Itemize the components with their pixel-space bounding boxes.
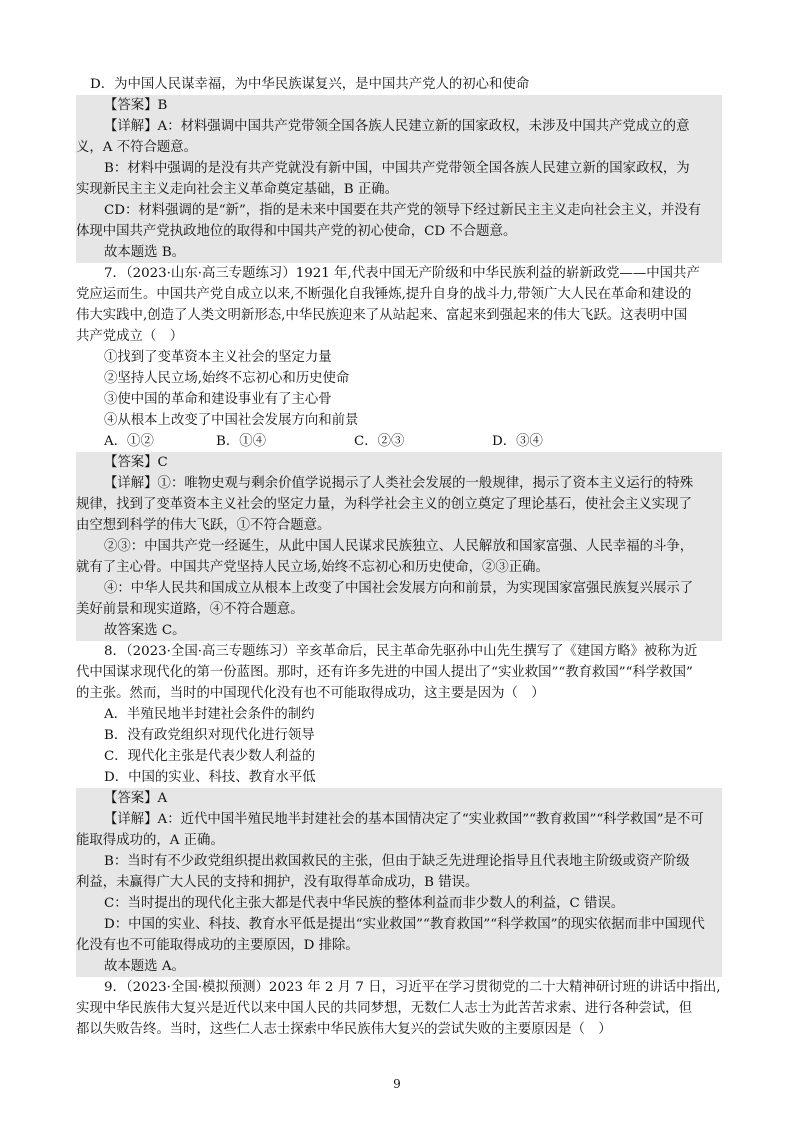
q7-option-c: C．②③ bbox=[354, 434, 405, 449]
page-number: 9 bbox=[393, 1077, 401, 1091]
q8-option-b: B．没有政党组织对现代化进行领导 bbox=[104, 728, 315, 743]
q7-stem-line: 共产党成立（ ） bbox=[76, 329, 184, 344]
q8-conclusion: 故本题选 A。 bbox=[76, 956, 722, 977]
q7-option-a: A．①② bbox=[104, 434, 154, 449]
q8-option-a: A．半殖民地半封建社会条件的制约 bbox=[104, 707, 315, 722]
q7-stem-line: 伟大实践中,创造了人类文明新形态,中华民族迎来了从站起来、富起来到强起来的伟大飞跃。这表明中国 bbox=[76, 308, 688, 323]
q8-answer: 【答案】A bbox=[76, 788, 722, 809]
q7-explanation-line: 规律，找到了变革资本主义社会的坚定力量，为科学社会主义的创立奠定了理论基石，使社会主义实现了 bbox=[76, 494, 722, 515]
q7-explanation-line: 由空想到科学的伟大飞跃，①不符合题意。 bbox=[76, 515, 722, 536]
q7-explanation-line: ②③：中国共产党一经诞生，从此中国人民谋求民族独立、人民解放和国家富强、人民幸福的斗争， bbox=[76, 536, 722, 557]
q7-answer: 【答案】C bbox=[76, 452, 722, 473]
q8-stem-line: 代中国谋求现代化的第一份蓝图。那时，还有许多先进的中国人提出了“实业救国”“教育救国”“科学救国” bbox=[76, 665, 693, 680]
q7-conclusion: 故答案选 C。 bbox=[76, 620, 722, 641]
q8-option-c: C．现代化主张是代表少数人利益的 bbox=[104, 749, 316, 764]
q6-explanation-line: 体现中国共产党执政地位的取得和中国共产党的初心使命，CD 不合题意。 bbox=[76, 221, 722, 242]
q9-stem-line: 都以失败告终。当时，这些仁人志士探索中华民族伟大复兴的尝试失败的主要原因是（ ） bbox=[76, 1022, 612, 1037]
q8-explanation-line: 化没有也不可能取得成功的主要原因，D 排除。 bbox=[76, 935, 722, 956]
q7-statement: ④从根本上改变了中国社会发展方向和前景 bbox=[104, 413, 359, 428]
q7-option-b: B．①④ bbox=[216, 434, 267, 449]
q7-stem-line: 7．（2023·山东·高三专题练习）1921 年,代表中国无产阶级和中华民族利益的崭新政党——中国共产 bbox=[104, 266, 700, 281]
q7-options-row bbox=[76, 431, 722, 452]
q6-explanation-line: CD：材料强调的是“新”，指的是未来中国要在共产党的领导下经过新民主主义走向社会主义，并没有 bbox=[76, 200, 722, 221]
q7-explanation-line: 【详解】①：唯物史观与剩余价值学说揭示了人类社会发展的一般规律，揭示了资本主义运行的特殊 bbox=[76, 473, 722, 494]
q6-conclusion: 故本题选 B。 bbox=[76, 242, 722, 263]
q8-option-d: D．中国的实业、科技、教育水平低 bbox=[104, 770, 316, 785]
q9-stem-line: 实现中华民族伟大复兴是近代以来中国人民的共同梦想，无数仁人志士为此苦苦求索、进行各种尝试，但 bbox=[76, 1001, 692, 1016]
q6-explanation-line: B：材料中强调的是没有共产党就没有新中国，中国共产党带领全国各族人民建立新的国家政权，为 bbox=[76, 158, 722, 179]
q8-explanation-line: 能取得成功的，A 正确。 bbox=[76, 830, 722, 851]
q7-explanation-line: 就有了主心骨。中国共产党坚持人民立场,始终不忘初心和历史使命，②③正确。 bbox=[76, 557, 722, 578]
q7-statement: ②坚持人民立场,始终不忘初心和历史使命 bbox=[104, 371, 350, 386]
document-body bbox=[76, 74, 722, 1040]
q8-stem-line: 的主张。然而，当时的中国现代化没有也不可能取得成功，这主要是因为（ ） bbox=[76, 686, 545, 701]
q9-stem-line: 9．（2023·全国·模拟预测）2023 年 2 月 7 日，习近平在学习贯彻党的二十大精神研讨班的讲话中指出, bbox=[104, 980, 721, 995]
q6-explanation-line: 义，A 不符合题意。 bbox=[76, 137, 722, 158]
q8-explanation-line: B：当时有不少政党组织提出救国救民的主张，但由于缺乏先进理论指导且代表地主阶级或资产阶级 bbox=[76, 851, 722, 872]
q6-option-d: D．为中国人民谋幸福，为中华民族谋复兴，是中国共产党人的初心和使命 bbox=[90, 77, 530, 92]
q8-stem-line: 8．（2023·全国·高三专题练习）辛亥革命后，民主革命先驱孙中山先生撰写了《建国方略》被称为近 bbox=[104, 644, 698, 659]
q8-explanation-line: D：中国的实业、科技、教育水平低是提出“实业救国”“教育救国”“科学救国”的现实依据而非中国现代 bbox=[76, 914, 722, 935]
q7-statement: ①找到了变革资本主义社会的坚定力量 bbox=[104, 350, 332, 365]
q7-statement: ③使中国的革命和建设事业有了主心骨 bbox=[104, 392, 332, 407]
q8-explanation-line: C：当时提出的现代化主张大都是代表中华民族的整体利益而非少数人的利益，C 错误。 bbox=[76, 893, 722, 914]
q6-answer: 【答案】B bbox=[76, 95, 722, 116]
q6-explanation-line: 实现新民主主义走向社会主义革命奠定基础，B 正确。 bbox=[76, 179, 722, 200]
q8-explanation-line: 利益，未赢得广大人民的支持和拥护，没有取得革命成功，B 错误。 bbox=[76, 872, 722, 893]
q7-option-d: D．③④ bbox=[492, 434, 543, 449]
q7-stem-line: 党应运而生。中国共产党自成立以来,不断强化自我锤炼,提升自身的战斗力,带领广大人民在革命和建设的 bbox=[76, 287, 692, 302]
q7-explanation-line: ④：中华人民共和国成立从根本上改变了中国社会发展方向和前景，为实现国家富强民族复兴展示了 bbox=[76, 578, 722, 599]
q8-explanation-line: 【详解】A：近代中国半殖民地半封建社会的基本国情决定了“实业救国”“教育救国”“科学救国”是不可 bbox=[76, 809, 722, 830]
q7-explanation-line: 美好前景和现实道路，④不符合题意。 bbox=[76, 599, 722, 620]
q6-explanation-line: 【详解】A：材料强调中国共产党带领全国各族人民建立新的国家政权，未涉及中国共产党成立的意 bbox=[76, 116, 722, 137]
